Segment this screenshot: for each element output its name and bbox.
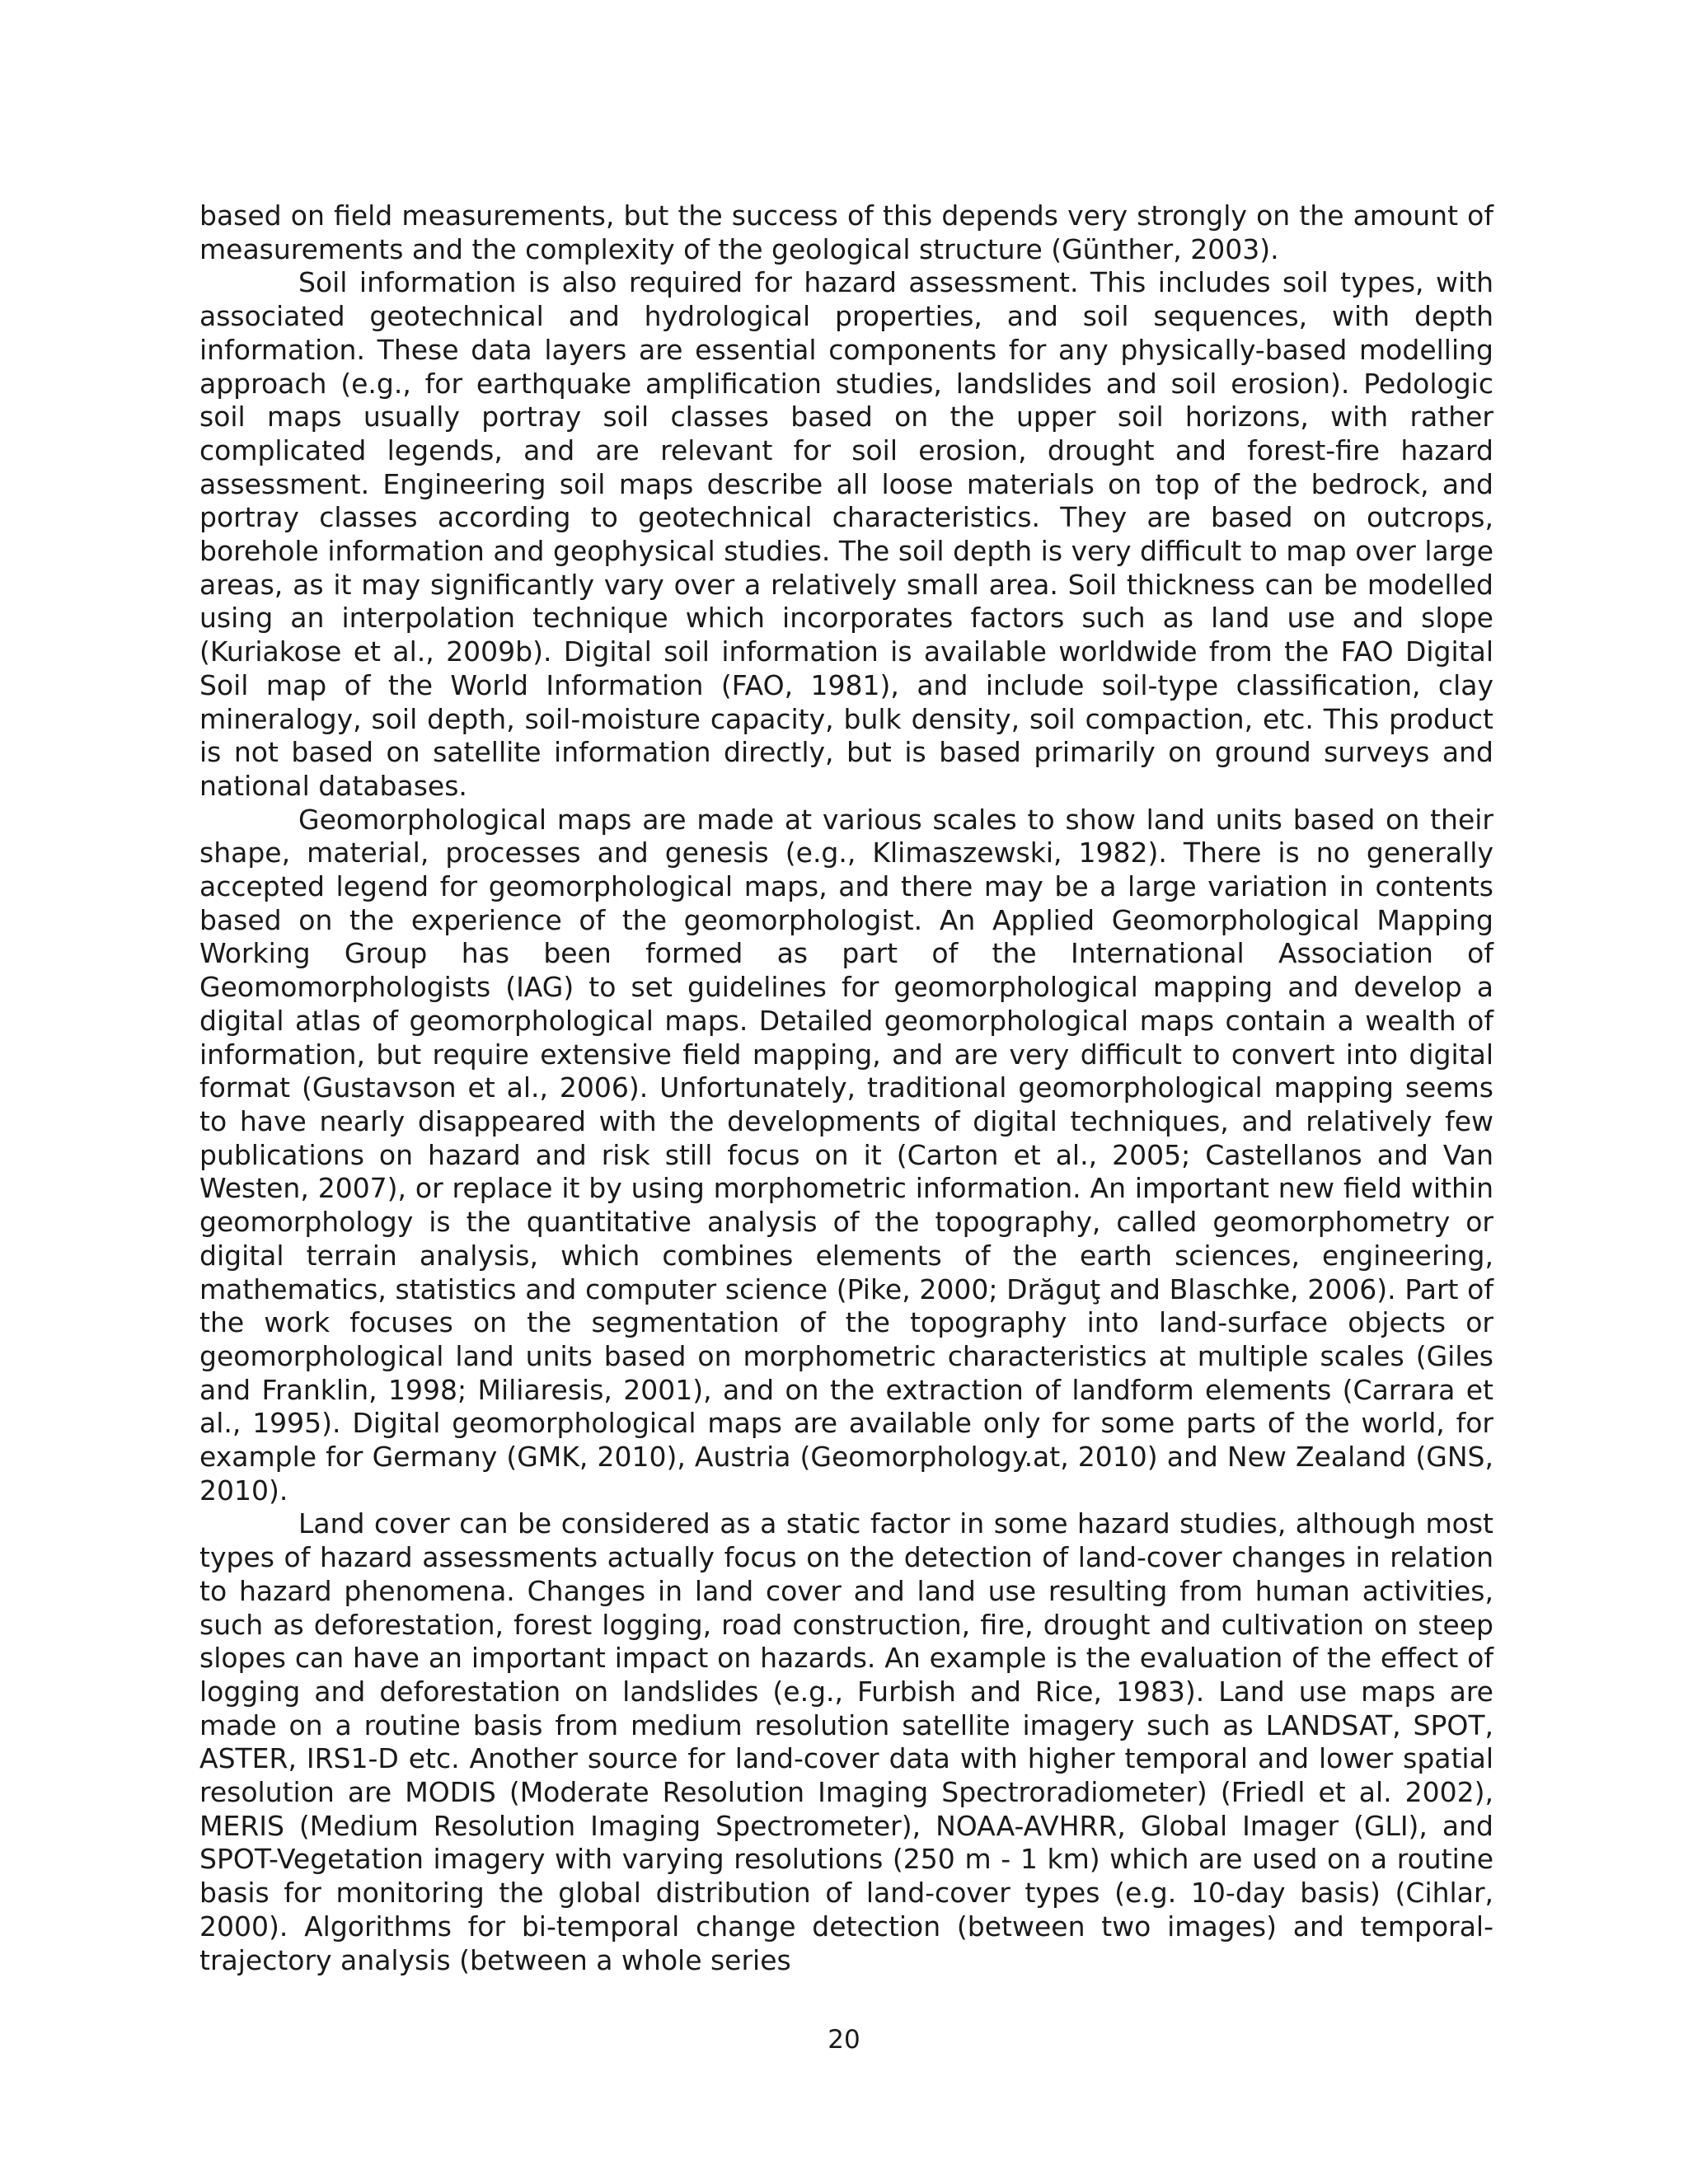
- paragraph-continuation: based on field measurements, but the success of this depends very strongly on the amount of measurements and the complexity of the geological structure (Günther, 2003).: [199, 199, 1493, 265]
- body-text: [199, 199, 1493, 1977]
- paragraph-soil-information: Soil information is also required for hazard assessment. This includes soil types, with associated geotechnical and hydrological properties, and soil sequences, with depth information. These data layers are essential components for any physically-based modelling approach (e.g., for earthquake amplification studies, landslides and soil erosion). Pedologic soil maps usually portray soil classes based on the upper soil horizons, with rather complicated legends, and are relevant for soil erosion, drought and forest-fire hazard assessment. Engineering soil maps describe all loose materials on top of the bedrock, and portray classes according to geotechnical characteristics. They are based on outcrops, borehole information and geophysical studies. The soil depth is very difficult to map over large areas, as it may significantly vary over a relatively small area. Soil thickness can be modelled using an interpolation technique which incorporates factors such as land use and slope (Kuriakose et al., 2009b). Digital soil information is available worldwide from the FAO Digital Soil map of the World Information (FAO, 1981), and include soil-type classification, clay mineralogy, soil depth, soil-moisture capacity, bulk density, soil compaction, etc. This product is not based on satellite information directly, but is based primarily on ground surveys and national databases.: [199, 266, 1493, 802]
- paragraph-land-cover: Land cover can be considered as a static factor in some hazard studies, although most types of hazard assessments actually focus on the detection of land-cover changes in relation to hazard phenomena. Changes in land cover and land use resulting from human activities, such as deforestation, forest logging, road construction, fire, drought and cultivation on steep slopes can have an important impact on hazards. An example is the evaluation of the effect of logging and deforestation on landslides (e.g., Furbish and Rice, 1983). Land use maps are made on a routine basis from medium resolution satellite imagery such as LANDSAT, SPOT, ASTER, IRS1-D etc. Another source for land-cover data with higher temporal and lower spatial resolution are MODIS (Moderate Resolution Imaging Spectroradiometer) (Friedl et al. 2002), MERIS (Medium Resolution Imaging Spectrometer), NOAA-AVHRR, Global Imager (GLI), and SPOT-Vegetation imagery with varying resolutions (250 m - 1 km) which are used on a routine basis for monitoring the global distribution of land-cover types (e.g. 10-day basis) (Cihlar, 2000). Algorithms for bi-temporal change detection (between two images) and temporal-trajectory analysis (between a whole series: [199, 1507, 1493, 1976]
- paragraph-geomorphological-maps: Geomorphological maps are made at various scales to show land units based on their shape, material, processes and genesis (e.g., Klimaszewski, 1982). There is no generally accepted legend for geomorphological maps, and there may be a large variation in contents based on the experience of the geomorphologist. An Applied Geomorphological Mapping Working Group has been formed as part of the International Association of Geomomorphologists (IAG) to set guidelines for geomorphological mapping and develop a digital atlas of geomorphological maps. Detailed geomorphological maps contain a wealth of information, but require extensive field mapping, and are very difficult to convert into digital format (Gustavson et al., 2006). Unfortunately, traditional geomorphological mapping seems to have nearly disappeared with the developments of digital techniques, and relatively few publications on hazard and risk still focus on it (Carton et al., 2005; Castellanos and Van Westen, 2007), or replace it by using morphometric information. An important new field within geomorphology is the quantitative analysis of the topography, called geomorphometry or digital terrain analysis, which combines elements of the earth sciences, engineering, mathematics, statistics and computer science (Pike, 2000; Drăguţ and Blaschke, 2006). Part of the work focuses on the segmentation of the topography into land-surface objects or geomorphological land units based on morphometric characteristics at multiple scales (Giles and Franklin, 1998; Miliaresis, 2001), and on the extraction of landform elements (Carrara et al., 1995). Digital geomorphological maps are available only for some parts of the world, for example for Germany (GMK, 2010), Austria (Geomorphology.at, 2010) and New Zealand (GNS, 2010).: [199, 803, 1493, 1507]
- page-number: 20: [828, 2025, 860, 2055]
